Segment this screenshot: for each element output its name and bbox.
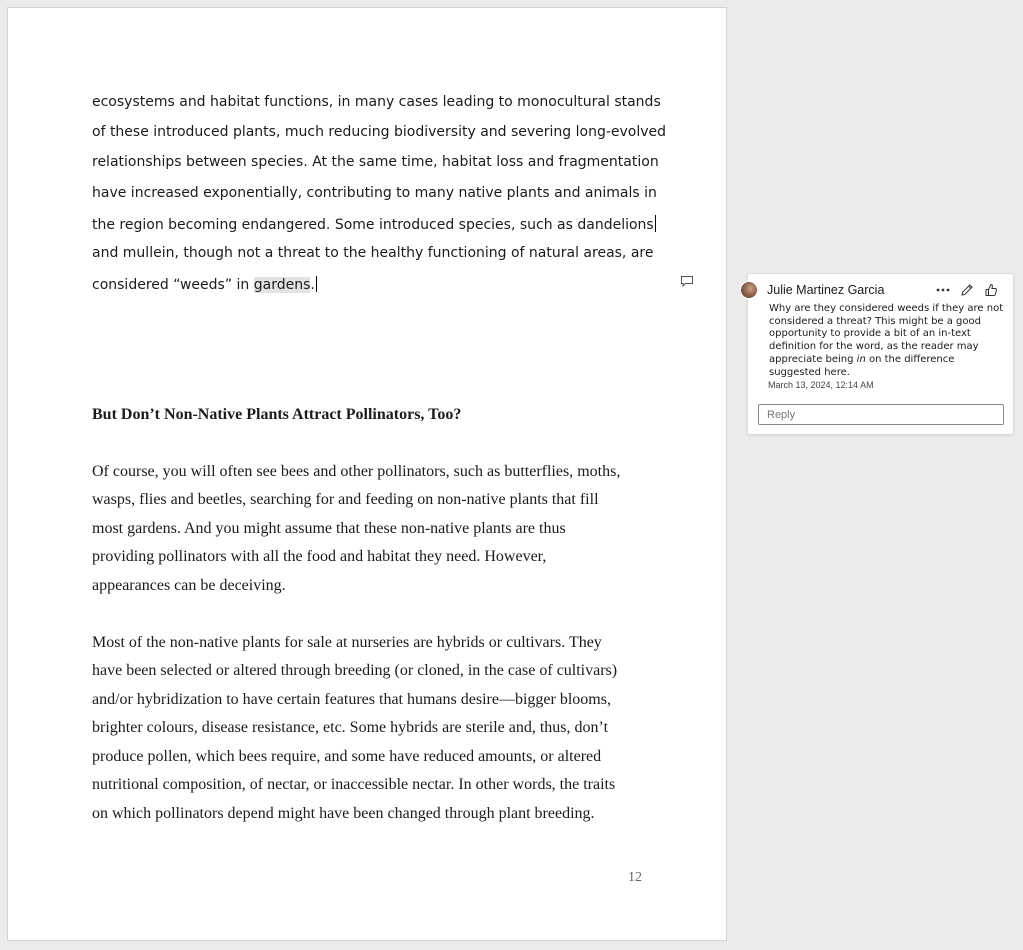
- body-line-text: the region becoming endangered. Some introduced species, such as dandelions: [92, 217, 654, 233]
- comment-text: [769, 303, 1005, 379]
- section-heading: But Don’t Non-Native Plants Attract Pollinators, Too?: [92, 406, 462, 423]
- body-line: have increased exponentially, contributing to many native plants and animals in: [92, 185, 657, 201]
- page-number: 12: [628, 870, 642, 885]
- body-line: Of course, you will often see bees and other pollinators, such as butterflies, moths,: [92, 463, 621, 480]
- body-line: appearances can be deceiving.: [92, 577, 286, 594]
- comment-line: [769, 354, 1005, 367]
- body-line: [92, 215, 652, 233]
- text-cursor: [655, 215, 656, 232]
- comment-line: considered a threat? This might be a good: [769, 315, 981, 327]
- body-line: relationships between species. At the same time, habitat loss and fragmentation: [92, 154, 659, 170]
- document-page[interactable]: [7, 7, 727, 941]
- like-icon[interactable]: [982, 282, 1000, 298]
- avatar: [740, 281, 758, 299]
- comment-line-text: on the difference: [865, 353, 955, 365]
- comment-line-text: appreciate being: [769, 353, 857, 365]
- comment-line: suggested here.: [769, 366, 850, 378]
- body-line: and mullein, though not a threat to the healthy functioning of natural areas, are: [92, 245, 654, 261]
- body-line: on which pollinators depend might have been changed through plant breeding.: [92, 805, 595, 822]
- body-line: providing pollinators with all the food and habitat they need. However,: [92, 548, 547, 565]
- comment-author: Julie Martinez Garcia: [767, 283, 885, 297]
- more-options-icon[interactable]: [934, 282, 952, 298]
- comment-actions: [934, 282, 1000, 298]
- body-line: ecosystems and habitat functions, in many cases leading to monocultural stands: [92, 94, 661, 110]
- commented-word[interactable]: gardens: [253, 277, 311, 293]
- text-cursor: [316, 276, 317, 292]
- body-line: of these introduced plants, much reducing biodiversity and severing long-evolved: [92, 124, 667, 140]
- body-line: brighter colours, disease resistance, etc. Some hybrids are sterile and, thus, don’t: [92, 719, 609, 736]
- body-line: most gardens. And you might assume that these non-native plants are thus: [92, 520, 566, 537]
- comment-line: opportunity to provide a bit of an in-text: [769, 328, 971, 340]
- body-line: wasps, flies and beetles, searching for and feeding on non-native plants that fill: [92, 491, 599, 508]
- comment-italic-word: in: [856, 353, 866, 365]
- edit-icon[interactable]: [958, 282, 976, 298]
- body-line: [92, 276, 652, 293]
- reply-input[interactable]: [758, 404, 1004, 425]
- body-line-text: considered “weeds” in: [92, 277, 254, 293]
- comment-timestamp: March 13, 2024, 12:14 AM: [768, 380, 874, 390]
- body-line: nutritional composition, of nectar, or inaccessible nectar. In other words, the traits: [92, 776, 616, 793]
- body-line: and/or hybridization to have certain features that humans desire—bigger blooms,: [92, 691, 611, 708]
- body-line: produce pollen, which bees require, and some have reduced amounts, or altered: [92, 748, 602, 765]
- body-line: Most of the non-native plants for sale at nurseries are hybrids or cultivars. They: [92, 634, 602, 651]
- comment-line: definition for the word, as the reader may: [769, 341, 979, 353]
- body-line: have been selected or altered through breeding (or cloned, in the case of cultivars): [92, 662, 618, 679]
- comment-marker-icon[interactable]: [679, 273, 695, 289]
- body-line-text: .: [310, 277, 315, 293]
- comment-card[interactable]: [747, 273, 1014, 435]
- comment-line: Why are they considered weeds if they are not: [769, 303, 1004, 314]
